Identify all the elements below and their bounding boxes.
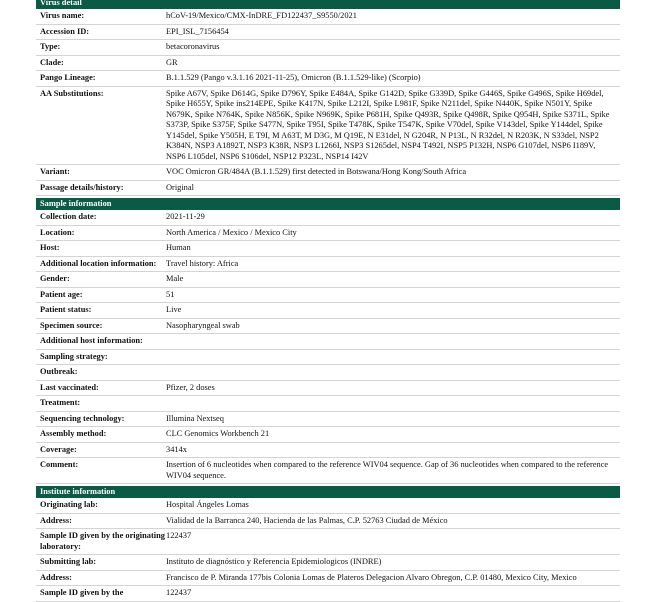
field-value: Spike A67V, Spike D614G, Spike D796Y, Spike E484A, Spike G142D, Spike G339D, Spike G446S, Spike G496S, Spike H69del, Spike H655Y, Spike ins214EPE, Spike K417N, Spike L212I, Spike L981F, Spike N211del, Spike N440K, Spike N501Y, Spike N679K, Spike N764K, Spike N856K, Spike N969K, Spike P681H, Spike Q493R, Spike Q498R, Spike Q954H, Spike S371L, Spike S373P, Spike S375F, Spike S477N, Spike T95I, Spike T478K, Spike T547K, Spike V70del, Spike V143del, Spike Y144del, Spike Y145del, Spike Y505H, E T9I, M A63T, M D3G, M Q19E, N E31del, N G204R, N P13L, N R32del, N R203K, N S33del, NSP2 K384N, NSP3 A1892T, NSP3 K38R, NSP3 L1266I, NSP3 S1265del, NSP4 T492I, NSP5 P132H, NSP6 G107del, NSP6 I189V, NSP6 L105del, NSP6 S106del, NSP12 P323L, NSP14 I42V bbox=[166, 88, 610, 161]
field-label: Pango Lineage: bbox=[40, 73, 96, 82]
table-row bbox=[36, 427, 620, 443]
table-row bbox=[36, 396, 620, 412]
table-row bbox=[36, 288, 620, 304]
field-label: Type: bbox=[40, 42, 61, 51]
field-label: Treatment: bbox=[40, 398, 81, 407]
field-label: Coverage: bbox=[40, 444, 77, 454]
table-row bbox=[36, 412, 620, 428]
field-label: Comment: bbox=[40, 460, 79, 469]
field-value: EPI_ISL_7156454 bbox=[166, 26, 229, 36]
field-label: Submitting lab: bbox=[40, 557, 97, 566]
field-label: Address: bbox=[40, 515, 72, 525]
table-row bbox=[36, 181, 620, 197]
field-label: Additional location information: bbox=[40, 258, 157, 268]
institute-rows bbox=[36, 498, 620, 602]
table-row bbox=[36, 555, 620, 571]
sample-rows bbox=[36, 210, 620, 484]
table-row bbox=[36, 529, 620, 555]
table-row bbox=[36, 241, 620, 257]
field-label: Variant: bbox=[40, 167, 70, 176]
field-label: Outbreak: bbox=[40, 367, 78, 376]
field-value: betacoronavirus bbox=[166, 42, 220, 51]
field-value: Original bbox=[166, 182, 194, 192]
field-value: Hospital Ángeles Lomas bbox=[166, 500, 249, 509]
field-label: Accession ID: bbox=[40, 26, 90, 36]
table-row bbox=[36, 87, 620, 166]
field-value: Male bbox=[166, 274, 184, 283]
table-row bbox=[36, 25, 620, 41]
field-value: VOC Omicron GR/484A (B.1.1.529) first detected in Botswana/Hong Kong/South Africa bbox=[166, 167, 467, 176]
field-value: Live bbox=[166, 305, 182, 314]
table-row bbox=[36, 443, 620, 459]
table-row bbox=[36, 257, 620, 273]
metadata-sheet bbox=[36, 0, 620, 602]
field-value: Vialidad de la Barranca 240, Hacienda de las Palmas, C.P. 52763 Ciudad de México bbox=[166, 515, 448, 525]
table-row bbox=[36, 319, 620, 335]
table-row bbox=[36, 303, 620, 319]
field-value: North America / Mexico / Mexico City bbox=[166, 227, 297, 237]
field-value: Insertion of 6 nucleotides when compared to the reference WIV04 sequence. Gap of 36 nucleotides when compared to the reference WIV04 sequence. bbox=[166, 460, 609, 480]
field-label: Patient age: bbox=[40, 289, 83, 299]
field-label: Virus name: bbox=[40, 11, 85, 20]
section-header-sample: Sample information bbox=[36, 198, 620, 210]
field-value: 2021-11-29 bbox=[166, 212, 205, 221]
table-row bbox=[36, 40, 620, 56]
table-row bbox=[36, 514, 620, 530]
field-label: Passage details/history: bbox=[40, 182, 124, 192]
field-value: Francisco de P. Miranda 177bis Colonia Lomas de Plateros Delegacion Alvaro Obregon, C.P. 01480, Mexico City, Mexico bbox=[166, 572, 577, 582]
field-label: Sampling strategy: bbox=[40, 351, 108, 361]
field-value: 3414x bbox=[166, 444, 187, 454]
field-value: Pfizer, 2 doses bbox=[166, 382, 215, 392]
table-row bbox=[36, 350, 620, 366]
field-label: Clade: bbox=[40, 57, 64, 67]
field-value: 51 bbox=[166, 289, 175, 299]
field-label: Sample ID given by the bbox=[40, 588, 124, 597]
field-label: Patient status: bbox=[40, 305, 92, 314]
table-row bbox=[36, 586, 620, 602]
field-value: hCoV-19/Mexico/CMX-InDRE_FD122437_S9550/2021 bbox=[166, 11, 357, 20]
table-row bbox=[36, 334, 620, 350]
field-label: Host: bbox=[40, 243, 60, 252]
field-value: Travel history: Africa bbox=[166, 258, 239, 268]
field-value: Illumina Nextseq bbox=[166, 413, 224, 423]
section-header-virus: Virus detail bbox=[36, 0, 620, 9]
field-value: B.1.1.529 (Pango v.3.1.16 2021-11-25), Omicron (B.1.1.529-like) (Scorpio) bbox=[166, 73, 421, 82]
field-label: Collection date: bbox=[40, 212, 97, 221]
field-label: Specimen source: bbox=[40, 320, 103, 330]
field-label: Address: bbox=[40, 572, 72, 582]
table-row bbox=[36, 71, 620, 87]
field-value: 122437 bbox=[166, 588, 192, 597]
field-label: Assembly method: bbox=[40, 429, 107, 438]
field-value: Instituto de diagnóstico y Referencia Epidemiologicos (INDRE) bbox=[166, 557, 382, 566]
section-header-institute: Institute information bbox=[36, 486, 620, 498]
table-row bbox=[36, 56, 620, 72]
table-row bbox=[36, 272, 620, 288]
table-row bbox=[36, 365, 620, 381]
table-row bbox=[36, 571, 620, 587]
field-value: GR bbox=[166, 57, 178, 67]
field-value: Human bbox=[166, 243, 191, 252]
table-row bbox=[36, 165, 620, 181]
field-label: Additional host information: bbox=[40, 336, 143, 345]
field-value: Nasopharyngeal swab bbox=[166, 320, 240, 330]
table-row bbox=[36, 498, 620, 514]
field-value: 122437 bbox=[166, 531, 192, 540]
field-label: Originating lab: bbox=[40, 500, 98, 509]
field-label: Gender: bbox=[40, 274, 70, 283]
field-label: AA Substitutions: bbox=[40, 88, 104, 98]
field-value: CLC Genomics Workbench 21 bbox=[166, 429, 270, 438]
table-row bbox=[36, 210, 620, 226]
table-row bbox=[36, 458, 620, 484]
virus-rows bbox=[36, 9, 620, 196]
field-label: Last vaccinated: bbox=[40, 382, 99, 392]
field-label: Location: bbox=[40, 227, 75, 237]
field-label: Sample ID given by the originating laboratory: bbox=[40, 531, 165, 551]
field-label: Sequencing technology: bbox=[40, 413, 125, 423]
table-row bbox=[36, 9, 620, 25]
table-row bbox=[36, 226, 620, 242]
table-row bbox=[36, 381, 620, 397]
